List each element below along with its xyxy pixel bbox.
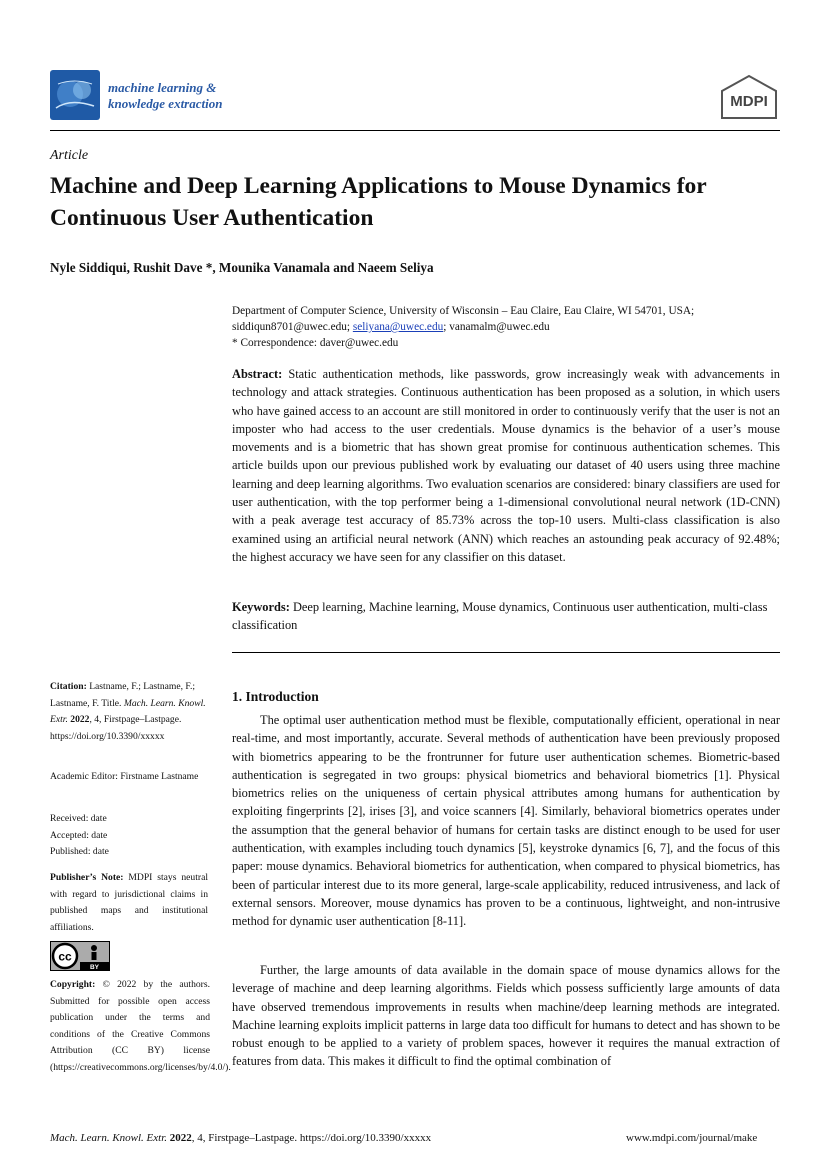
publisher-name: MDPI xyxy=(730,93,768,110)
keywords-label: Keywords: xyxy=(232,600,290,614)
footer-year: 2022 xyxy=(169,1132,192,1144)
received-date: Received: date xyxy=(50,813,107,824)
abstract-text: Static authentication methods, like passwords, grow increasingly weak with advancements in technology and attack strategies. Continuous authentication has been proposed as a solution, in which users who have gained access to an account are still monitored in order to continuously verify that the user is not an imposter who had access to the user credentials. Mouse dynamics is the behavior of a user’s mouse movements and is a biometric that has shown great promise for continuous authentication schemes. This article builds upon our previous published work by evaluating our dataset of 40 users using three machine learning and deep learning algorithms. Two evaluation scenarios are considered: binary classifiers are used for user authentication, with the top performer being a 1-dimensional convolutional neural network (1D-CNN) with a peak average test accuracy of 85.73% across the top-10 users. Multi-class classification is also examined using an artificial neural network (ANN) which reaches an astounding peak accuracy of 92.48%; the highest accuracy we have seen for any classifier on this dataset. xyxy=(232,367,780,564)
journal-name xyxy=(108,80,222,112)
email-link-seliya[interactable]: seliyana@uwec.edu xyxy=(352,321,444,333)
citation-year: 2022 xyxy=(70,714,90,726)
article-type: Article xyxy=(50,148,89,163)
abstract-label: Abstract: xyxy=(232,367,283,381)
footer-citation xyxy=(50,1132,431,1144)
citation xyxy=(50,679,208,745)
publisher-note-label: Publisher’s Note: xyxy=(50,872,124,883)
authors: Nyle Siddiqui, Rushit Dave *, Mounika Vanamala and Naeem Seliya xyxy=(50,260,434,275)
journal-name-line1: machine learning & xyxy=(108,80,217,95)
publisher-note-text: MDPI stays neutral with regard to jurisdictional claims in published maps and institutional affiliations. xyxy=(50,872,208,933)
academic-editor: Academic Editor: Firstname Lastname xyxy=(50,771,199,782)
accepted-date: Accepted: date xyxy=(50,829,108,841)
publisher-note xyxy=(50,870,208,936)
copyright-text: © 2022 by the authors. Submitted for possible open access publication under the terms and conditions of the Creative Commons Attribution (CC BY) license (https://creativecommons.org/licenses/by/4.0/). xyxy=(50,979,231,1073)
keywords xyxy=(232,598,780,635)
citation-doi[interactable]: https://doi.org/10.3390/xxxxx xyxy=(50,730,165,742)
journal-name-line2: knowledge extraction xyxy=(108,96,223,111)
email-1: siddiqun8701@uwec.edu; xyxy=(232,321,351,333)
email-3: ; vanamalm@uwec.edu xyxy=(443,321,550,333)
emails xyxy=(232,319,792,335)
citation-text: Lastname, F.; Lastname, F.; Lastname, F. Title. xyxy=(50,681,196,709)
journal-logo xyxy=(50,70,100,120)
paragraph-1 xyxy=(232,711,780,931)
dates xyxy=(50,811,208,861)
affiliation: Department of Computer Science, University of Wisconsin – Eau Claire, Eau Claire, WI 54701, USA; xyxy=(232,305,695,317)
article-title: Machine and Deep Learning Applications to Mouse Dynamics for Continuous User Authentication xyxy=(50,173,707,231)
paragraph-2 xyxy=(232,961,780,1071)
paragraph-1-text: The optimal user authentication method must be flexible, computationally efficient, operational in near real-time, and most importantly, accurate. Several methods of authentication have been previously proposed with biometrics appearing to be the frontrunner for future user authentication schemes. Biometric-based authentication is segregated in two groups: physical biometrics and behavioral biometrics [1]. Physical biometrics relies on the uniqueness of certain physical attributes among humans for authentication by exploiting fingerprints [2], irises [3], and voice scanners [4]. Similarly, behavioral biometrics operates under the assumption that the general behavior of humans for certain tasks are distinct enough to be used for user authentication, with examples including touch dynamics [5], keystroke dynamics [6, 7], and the focus of this paper: mouse dynamics. Behavioral biometrics for authentication, when compared to physical biometrics, has been of particular interest due to its more general, large-scale applicability, reduced intrusiveness, and lack of external sensors. Moreover, mouse dynamics has proven to be a continuous, lightweight, and non-intrusive method for dynamic user authentication [8-11]. xyxy=(232,713,780,929)
section-heading: 1. Introduction xyxy=(232,689,319,704)
copyright xyxy=(50,977,231,1077)
keywords-text: Deep learning, Machine learning, Mouse dynamics, Continuous user authentication, multi-class classification xyxy=(232,600,768,633)
abstract xyxy=(232,365,780,566)
citation-label: Citation: xyxy=(50,681,87,692)
paragraph-2-text: Further, the large amounts of data available in the domain space of mouse dynamics allows for the leverage of machine and deep learning algorithms. Fields which possess sufficiently large amounts of data have observed tremendous improvements in results when machine/deep learning methods are integrated. Machine learning exploits implicit patterns in large data too difficult for humans to detect and has shown to be robust enough to be applied to a variety of problem spaces, however it requires the manual extraction of features from data. This makes it difficult to find the optimal combination of xyxy=(232,963,780,1069)
svg-text:cc: cc xyxy=(58,949,72,964)
published-date: Published: date xyxy=(50,846,109,858)
correspondence: * Correspondence: daver@uwec.edu xyxy=(232,337,399,349)
citation-volume: , 4, Firstpage–Lastpage. xyxy=(89,714,182,726)
footer-journal: Mach. Learn. Knowl. Extr. xyxy=(50,1132,168,1144)
header-divider xyxy=(50,130,780,131)
footer-journal-url[interactable]: www.mdpi.com/journal/make xyxy=(626,1132,758,1144)
cc-by-license-icon[interactable] xyxy=(50,941,110,971)
footer-rest: , 4, Firstpage–Lastpage. https://doi.org/10.3390/xxxxx xyxy=(191,1132,432,1144)
mdpi-logo xyxy=(718,74,780,120)
citation-journal: Mach. Learn. Knowl. Extr. xyxy=(50,697,206,726)
svg-text:BY: BY xyxy=(89,964,100,971)
copyright-label: Copyright: xyxy=(50,979,96,990)
body-divider xyxy=(232,652,780,653)
affiliation-block xyxy=(232,303,792,351)
